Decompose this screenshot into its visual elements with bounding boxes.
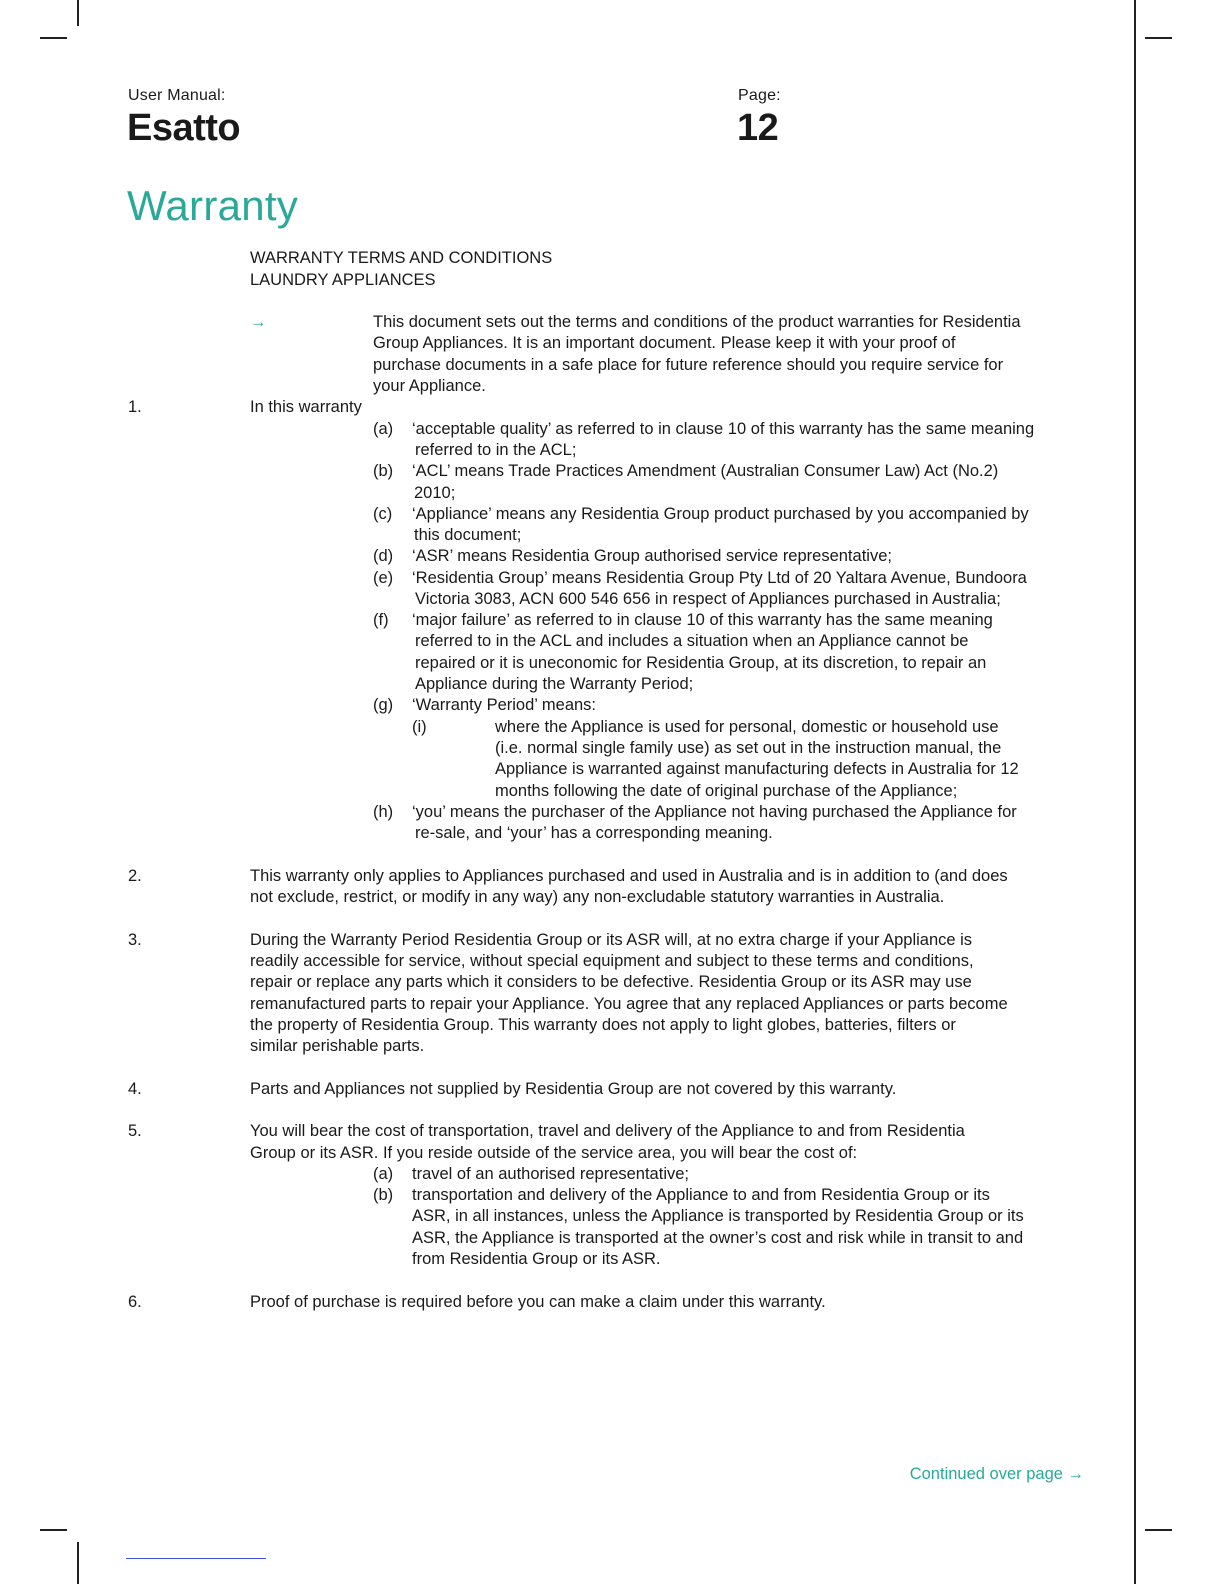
item-line: from Residentia Group or its ASR.	[412, 1250, 661, 1268]
clause-lead: In this warranty	[250, 398, 362, 416]
item-line: ASR, in all instances, unless the Appliance is transported by Residentia Group or its	[412, 1207, 1024, 1225]
def-line: ‘major failure’ as referred to in clause 10 of this warranty has the same meaning	[412, 611, 993, 629]
def-line: ‘ACL’ means Trade Practices Amendment (Australian Consumer Law) Act (No.2)	[412, 462, 999, 480]
clause-line: Group or its ASR. If you reside outside of the service area, you will bear the cost of:	[250, 1144, 858, 1162]
clause-line: repair or replace any parts which it considers to be defective. Residentia Group or its ASR may use	[250, 973, 972, 991]
clause-line: similar perishable parts.	[250, 1037, 425, 1055]
def-line: Appliance during the Warranty Period;	[415, 675, 694, 693]
bottom-link-underline	[126, 1558, 266, 1559]
item-line: transportation and delivery of the Appliance to and from Residentia Group or its	[412, 1186, 990, 1204]
def-label: (f)	[373, 611, 389, 629]
intro-line: This document sets out the terms and conditions of the product warranties for Residentia	[373, 313, 1021, 331]
page-label: Page:	[738, 87, 781, 104]
clause-line: This warranty only applies to Appliances purchased and used in Australia and is in addition to (and does	[250, 867, 1008, 885]
subheading-line: WARRANTY TERMS AND CONDITIONS	[250, 249, 553, 267]
def-line: ‘Warranty Period’ means:	[412, 696, 597, 714]
def-line: ‘ASR’ means Residentia Group authorised service representative;	[412, 547, 892, 565]
manual-name: Esatto	[127, 107, 241, 149]
def-label: (e)	[373, 569, 394, 587]
clause-line: remanufactured parts to repair your Appliance. You agree that any replaced Appliances or parts become	[250, 995, 1008, 1013]
page-number: 12	[737, 107, 779, 149]
sub-label: (i)	[412, 718, 427, 736]
sub-line: where the Appliance is used for personal, domestic or household use	[495, 718, 999, 736]
intro-line: Group Appliances. It is an important document. Please keep it with your proof of	[373, 334, 956, 352]
def-line: referred to in the ACL;	[415, 441, 577, 459]
clause-number: 4.	[128, 1080, 142, 1098]
def-label: (d)	[373, 547, 394, 565]
crop-mark	[40, 1529, 67, 1531]
item-line: ASR, the Appliance is transported at the owner’s cost and risk while in transit to and	[412, 1229, 1024, 1247]
page-edge-line	[1134, 0, 1136, 1584]
item-label: (b)	[373, 1186, 394, 1204]
def-line: re-sale, and ‘your’ has a corresponding meaning.	[415, 824, 773, 842]
manual-label: User Manual:	[128, 87, 226, 104]
clause-line: not exclude, restrict, or modify in any way) any non-excludable statutory warranties in Australia.	[250, 888, 945, 906]
clause-number: 1.	[128, 398, 142, 416]
def-label: (h)	[373, 803, 394, 821]
def-label: (g)	[373, 696, 394, 714]
crop-mark	[77, 1542, 79, 1584]
intro-line: purchase documents in a safe place for future reference should you require service for	[373, 356, 1004, 374]
crop-mark	[40, 37, 67, 39]
clause-line: You will bear the cost of transportation, travel and delivery of the Appliance to and from Residentia	[250, 1122, 965, 1140]
arrow-icon: →	[250, 313, 267, 331]
crop-mark	[1145, 37, 1172, 39]
clause-number: 5.	[128, 1122, 142, 1140]
item-label: (a)	[373, 1165, 394, 1183]
clause-line: readily accessible for service, without special equipment and subject to these terms and conditions,	[250, 952, 974, 970]
crop-mark	[1145, 1529, 1172, 1531]
crop-mark	[77, 0, 79, 26]
intro-line: your Appliance.	[373, 377, 486, 395]
clause-number: 3.	[128, 931, 142, 949]
def-line: ‘you’ means the purchaser of the Appliance not having purchased the Appliance for	[412, 803, 1017, 821]
clause-number: 2.	[128, 867, 142, 885]
def-line: ‘Residentia Group’ means Residentia Group Pty Ltd of 20 Yaltara Avenue, Bundoora	[412, 569, 1027, 587]
subheading-line: LAUNDRY APPLIANCES	[250, 271, 436, 289]
item-line: travel of an authorised representative;	[412, 1165, 689, 1183]
clause-line: Proof of purchase is required before you can make a claim under this warranty.	[250, 1293, 826, 1311]
clause-number: 6.	[128, 1293, 142, 1311]
section-title: Warranty	[127, 182, 299, 229]
sub-line: months following the date of original purchase of the Appliance;	[495, 782, 958, 800]
def-label: (b)	[373, 462, 394, 480]
def-line: Victoria 3083, ACN 600 546 656 in respect of Appliances purchased in Australia;	[415, 590, 1001, 608]
def-line: referred to in the ACL and includes a situation when an Appliance cannot be	[415, 632, 969, 650]
continued-over-page-link[interactable]: Continued over page →	[909, 1465, 1084, 1483]
def-line: ‘acceptable quality’ as referred to in clause 10 of this warranty has the same meaning	[412, 420, 1035, 438]
clause-line: Parts and Appliances not supplied by Residentia Group are not covered by this warranty.	[250, 1080, 897, 1098]
def-label: (a)	[373, 420, 394, 438]
def-label: (c)	[373, 505, 393, 523]
sub-line: (i.e. normal single family use) as set out in the instruction manual, the	[495, 739, 1002, 757]
sub-line: Appliance is warranted against manufacturing defects in Australia for 12	[495, 760, 1019, 778]
def-line: this document;	[414, 526, 522, 544]
def-line: 2010;	[414, 484, 456, 502]
def-line: repaired or it is uneconomic for Residentia Group, at its discretion, to repair an	[415, 654, 987, 672]
def-line: ‘Appliance’ means any Residentia Group product purchased by you accompanied by	[412, 505, 1029, 523]
clause-line: the property of Residentia Group. This warranty does not apply to light globes, batteries, filters or	[250, 1016, 956, 1034]
clause-line: During the Warranty Period Residentia Group or its ASR will, at no extra charge if your Appliance is	[250, 931, 973, 949]
